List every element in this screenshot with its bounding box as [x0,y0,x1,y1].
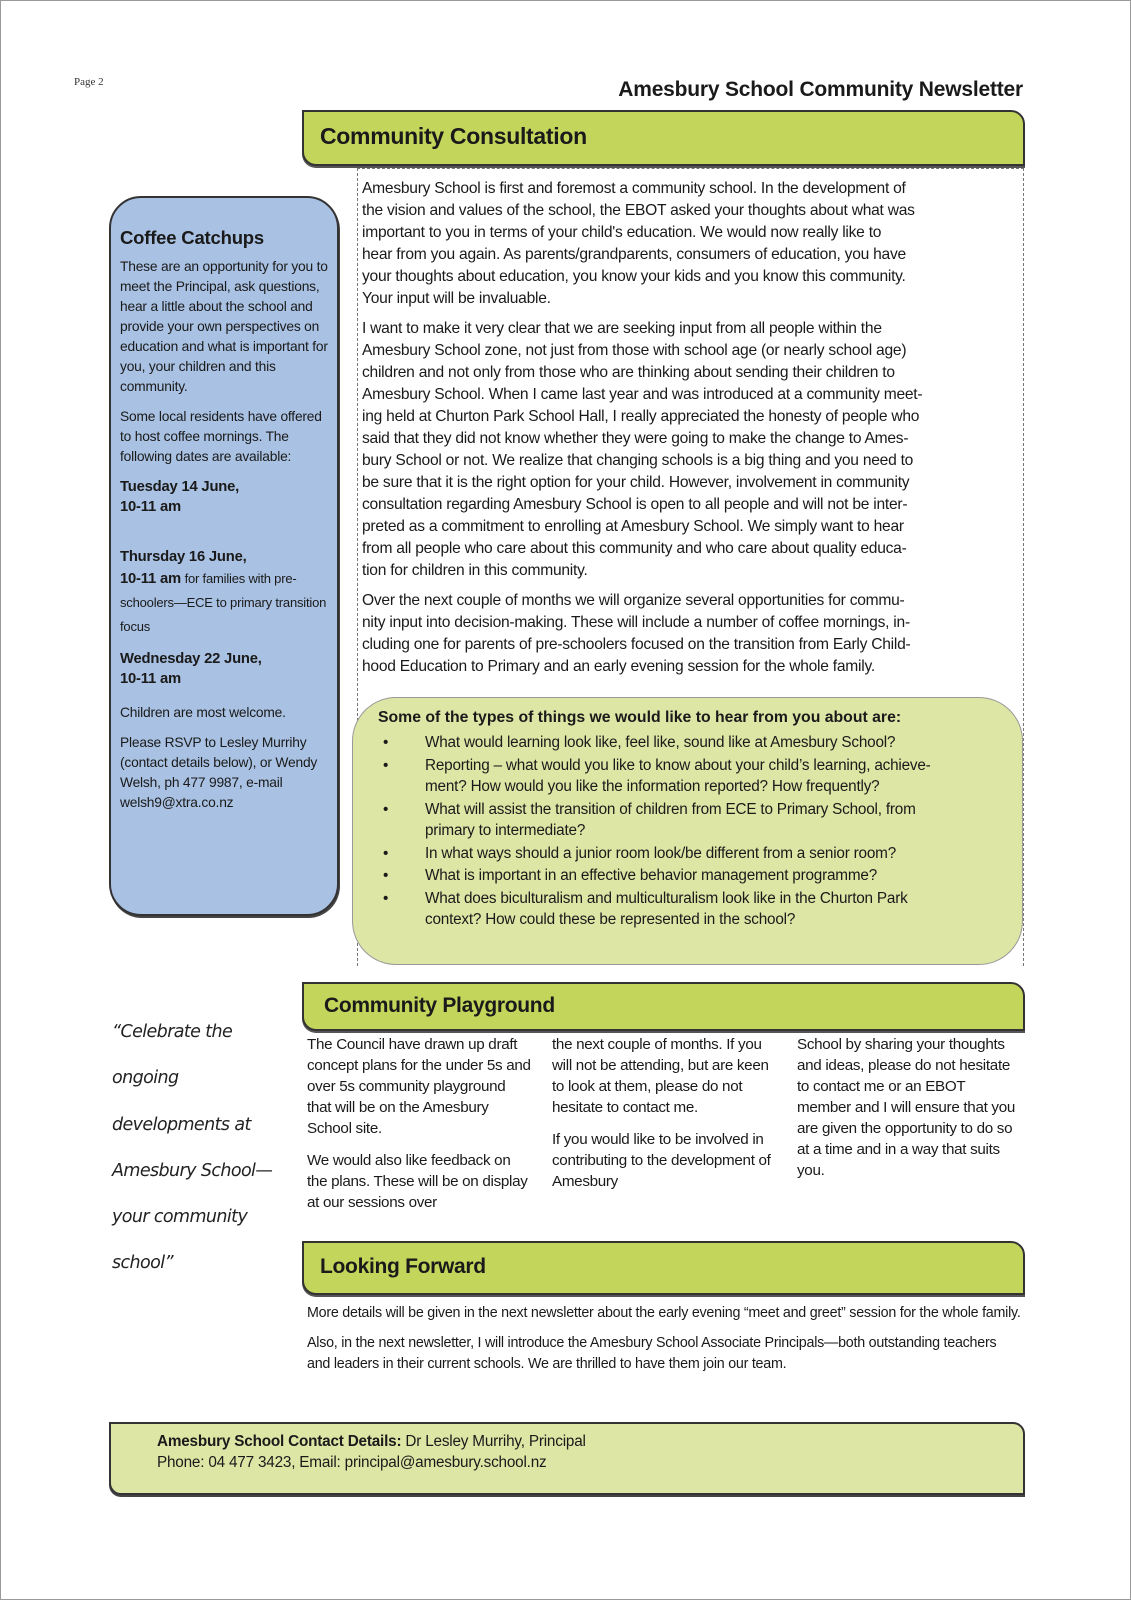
date-time: 10-11 am [120,571,181,587]
paragraph: the next couple of months. If you will not be attending, but are keen to look at them, please do not hesitate to contact me. [552,1036,769,1116]
playground-column-1 [307,1034,532,1224]
text-line: children and not only from those who are thinking about sending their children to [362,364,895,381]
paragraph: We would also like feedback on the plans. These will be on display at our sessions over [307,1152,528,1211]
question-item [383,888,931,931]
contact-name: Dr Lesley Murrihy, Principal [405,1433,586,1450]
question-item [383,799,931,842]
text-line: hood Education to Primary and an early evening session for the whole family. [362,658,875,675]
paragraph: More details will be given in the next newsletter about the early evening “meet and greet” session for the whole family. [307,1305,1021,1321]
playground-column-3 [797,1034,1022,1192]
date-time: 10-11 am [120,671,181,687]
quote-line: Amesbury School— [112,1160,273,1181]
text-line: • What will assist the transition of children from ECE to Primary School, from [425,800,916,818]
text-line: Over the next couple of months we will organize several opportunities for commu- [362,592,905,609]
text-line: • What would learning look like, feel like, sound like at Amesbury School? [425,734,896,751]
text-line: said that they did not know whether they were going to make the change to Ames- [362,430,909,447]
text-line: Amesbury School zone, not just from those with school age (or nearly school age) [362,342,907,359]
quote-line: your community [112,1207,248,1228]
text-line: context? How could these be represented in the school? [425,911,796,928]
date-time: 10-11 am [120,499,181,515]
text-line: your thoughts about education, you know your kids and you know this community. [362,268,906,285]
text-line: hear from you again. As parents/grandparents, consumers of education, you have [362,246,906,263]
text-line: Your input will be invaluable. [362,290,551,307]
questions-box [352,697,1023,965]
text-line: • What is important in an effective behavior management programme? [425,867,878,884]
questions-list [383,732,931,932]
rsvp-text: Please RSVP to Lesley Murrihy (contact details below), or Wendy Welsh, ph 477 9987, e-mail welsh9@xtra.co.nz [120,735,318,810]
section-heading: Looking Forward [320,1255,486,1278]
text-line: • In what ways should a junior room look/be different from a senior room? [425,844,897,862]
quote-line: “Celebrate the [112,1022,233,1042]
section-heading: Community Consultation [320,123,587,149]
consultation-body [362,178,922,686]
text-line: tion for children in this community. [362,562,588,579]
paragraph: Also, in the next newsletter, I will introduce the Amesbury School Associate Principals—both outstanding teachers and leaders in their current schools. We are thrilled to have them join our team. [307,1335,997,1372]
text-line: ing held at Churton Park School Hall, I really appreciated the honesty of people who [362,408,920,425]
playground-banner [302,982,1025,1031]
page-number: Page 2 [74,76,104,88]
contact-phone-email: Phone: 04 477 3423, Email: principal@amesbury.school.nz [157,1454,547,1471]
paragraph: The Council have drawn up draft concept plans for the under 5s and over 5s community playground that will be on the Amesbury School site. [307,1036,531,1137]
questions-heading: Some of the types of things we would like to hear from you about are: [378,709,902,726]
text-line: the vision and values of the school, the EBOT asked your thoughts about what was [362,202,915,219]
children-welcome: Children are most welcome. [120,705,286,720]
question-item [383,865,931,887]
quote-line: school” [112,1253,173,1274]
date-note: for families with pre-schoolers—ECE to primary transition focus [120,571,327,634]
date-day: Tuesday 14 June, [120,479,240,495]
quote-line: developments at [112,1114,251,1135]
text-line: • What does biculturalism and multiculturalism look like in the Churton Park [425,889,908,907]
text-line: nity input into decision-making. These will include a number of coffee mornings, in- [362,614,910,631]
date-day: Wednesday 22 June, [120,651,262,667]
coffee-hosts: Some local residents have offered to host coffee mornings. The following dates are available: [120,409,322,464]
question-item [383,755,931,798]
looking-forward-banner [302,1241,1025,1295]
text-line: primary to intermediate? [425,822,586,839]
question-item [383,843,931,865]
text-line: ment? How would you like the information reported? How frequently? [425,778,880,795]
contact-label: Amesbury School Contact Details: [157,1433,402,1450]
playground-column-2 [552,1034,777,1203]
text-line: from all people who care about this community and who care about quality educa- [362,540,907,557]
text-line: I want to make it very clear that we are seeking input from all people within the [362,320,882,337]
coffee-heading: Coffee Catchups [120,227,264,248]
consultation-banner [302,110,1025,166]
newsletter-title: Amesbury School Community Newsletter [618,78,1023,101]
text-line: consultation regarding Amesbury School is open to all people and will not be inter- [362,496,908,513]
paragraph [362,590,922,678]
text-line: cluding one for parents of pre-schoolers focused on the transition from Early Child- [362,636,911,653]
coffee-intro: These are an opportunity for you to meet the Principal, ask questions, hear a little about the school and provide your own perspectives on education and what is important for you, your children and this community. [120,259,328,394]
question-item [383,732,931,754]
text-line: • Reporting – what would you like to know about your child’s learning, achieve- [425,756,931,774]
paragraph [362,178,922,310]
text-line: be sure that it is the right option for your child. However, involvement in community [362,474,910,491]
contact-box [109,1422,1025,1495]
text-line: important to you in terms of your child's education. We would now really like to [362,224,882,241]
text-line: Amesbury School. When I came last year and was introduced at a community meet- [362,386,923,403]
section-heading: Community Playground [324,994,555,1017]
date-day: Thursday 16 June, [120,549,247,565]
paragraph: If you would like to be involved in contributing to the development of Amesbury [552,1131,771,1190]
coffee-catchups-box [109,196,339,916]
paragraph: School by sharing your thoughts and ideas, please do not hesitate to contact me or an EBOT member and I will ensure that you are given the opportunity to do so at a time and in a way that suits you. [797,1036,1016,1179]
paragraph [362,318,922,582]
text-line: bury School or not. We realize that changing schools is a big thing and you need to [362,452,914,469]
text-line: preted as a commitment to enrolling at Amesbury School. We simply want to hear [362,518,904,535]
text-line: Amesbury School is first and foremost a community school. In the development of [362,180,906,197]
quote-line: ongoing [112,1068,179,1089]
looking-forward-body [307,1303,1022,1384]
pull-quote [112,1009,272,1287]
